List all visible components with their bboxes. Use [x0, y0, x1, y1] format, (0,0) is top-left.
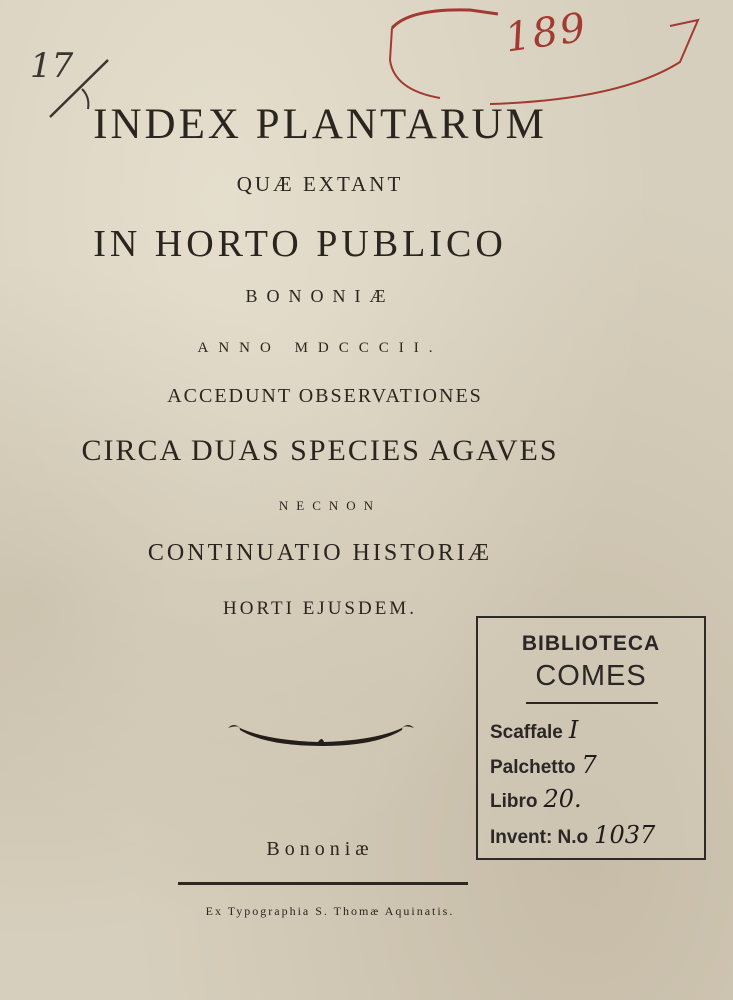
stamp-label: Libro [490, 791, 538, 812]
title-line-3: IN HORTO PUBLICO [93, 223, 507, 265]
title-line-2: QUÆ EXTANT [236, 172, 404, 196]
stamp-row-palchetto [490, 751, 597, 779]
stamp-name: COMES [535, 660, 647, 692]
imprint-rule [178, 882, 468, 885]
imprint-city: Bononiæ [266, 838, 374, 860]
stamp-value: 7 [581, 751, 597, 779]
title-line-8: NECNON [278, 498, 382, 513]
stamp-value: 1037 [594, 821, 656, 849]
stamp-rule [526, 702, 658, 704]
stamp-label: Invent: N.o [490, 827, 589, 848]
title-line-10: HORTI EJUSDEM. [223, 598, 417, 619]
title-line-4: BONONIÆ [245, 286, 395, 306]
stamp-row-invent [490, 821, 655, 849]
title-line-9: CONTINUATIO HISTORIÆ [147, 540, 493, 566]
stamp-value: 20. [543, 785, 582, 813]
stamp-value: I [568, 716, 579, 744]
library-stamp [476, 616, 706, 860]
handwritten-shelf-number: 17 [30, 46, 74, 86]
imprint-press: Ex Typographia S. Thomæ Aquinatis. [205, 904, 455, 918]
title-line-6: ACCEDUNT OBSERVATIONES [167, 385, 483, 407]
stamp-title: BIBLIOTECA [521, 632, 661, 655]
title-line-7: CIRCA DUAS SPECIES AGAVES [81, 434, 559, 467]
stamp-row-libro [490, 785, 582, 813]
title-line-1: INDEX PLANTARUM [93, 101, 547, 148]
ornament-flourish [226, 718, 416, 748]
stamp-row-scaffale [490, 716, 578, 744]
handwritten-catalog-number: 189 [502, 4, 591, 62]
title-line-5: ANNO MDCCCII. [197, 340, 443, 356]
stamp-label: Scaffale [490, 722, 563, 743]
stamp-label: Palchetto [490, 757, 576, 778]
